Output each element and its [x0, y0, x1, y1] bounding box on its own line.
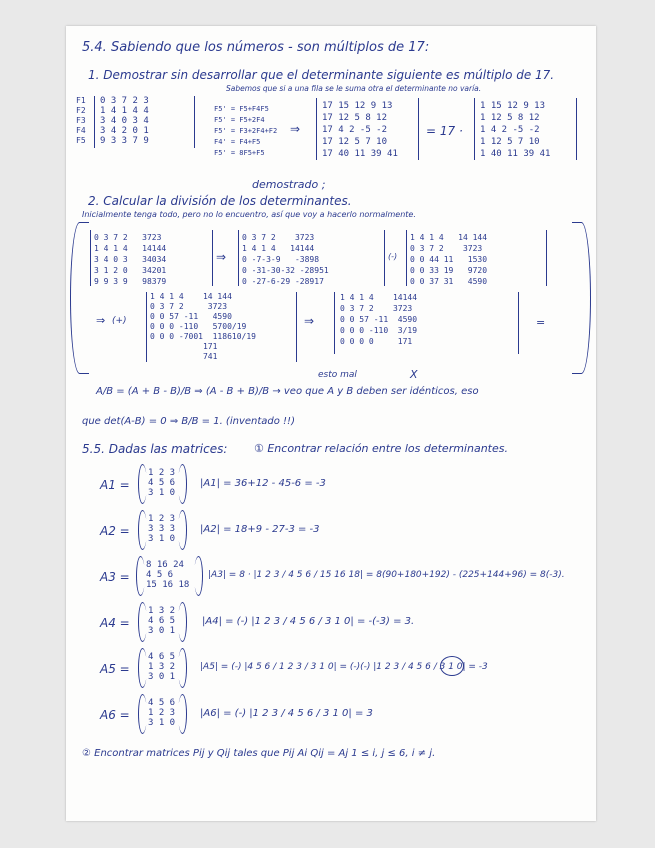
section-5-5-q2: ② Encontrar matrices Pij y Qij tales que Pij Ai Qij = Aj 1 ≤ i, j ≤ 6, i ≠ j. — [82, 748, 436, 759]
a3-right-paren — [194, 556, 203, 596]
a3-matrix: 8 16 24 4 5 6 15 16 18 — [146, 560, 190, 590]
determinant-d: 1 4 1 4 14 144 0 3 7 2 3723 0 0 57 -11 4590 0 0 0 -110 5700/19 0 0 0 -7001 118610/19 171 741 — [150, 292, 256, 361]
matrix-mid-bar-right — [418, 98, 419, 160]
a3-determinant: |A3| = 8 · |1 2 3 / 4 5 6 / 15 16 18| = 8(90+180+192) - (225+144+96) = 8(-3). — [208, 570, 565, 580]
a2-right-paren — [178, 510, 187, 550]
plus-sign: (+) — [112, 316, 127, 326]
section-5-5-q1: ① Encontrar relación entre los determinantes. — [254, 442, 508, 455]
det-e-bar-left — [334, 292, 335, 354]
question-2-title: 2. Calcular la división de los determinantes. — [88, 194, 352, 208]
a1-right-paren — [178, 464, 187, 504]
determinant-column-17: 17 15 12 9 13 17 12 5 8 12 17 4 2 -5 -2 17 12 5 7 10 17 40 11 39 41 — [322, 101, 398, 159]
section-5-4-title: 5.4. Sabiendo que los números - son múltiplos de 17: — [82, 40, 430, 55]
a1-left-paren — [138, 464, 147, 504]
det-c-bar-right — [546, 230, 547, 286]
a6-matrix: 4 5 6 1 2 3 3 1 0 — [148, 698, 176, 728]
matrix-bar-left — [94, 96, 95, 148]
a3-left-paren — [136, 556, 145, 596]
arrow-3: ⇒ — [96, 314, 106, 327]
det-d-bar-right — [296, 292, 297, 362]
matrix-bar-right — [194, 96, 195, 148]
det-d-bar-left — [146, 292, 147, 362]
equals-17-factor: = 17 · — [426, 124, 463, 138]
x-mark: X — [410, 368, 418, 381]
matrix-mid-bar-left — [316, 98, 317, 160]
note-rows-sum: Sabemos que si a una fila se le suma otra el determinante no varía. — [226, 84, 482, 93]
a6-determinant: |A6| = (-) |1 2 3 / 4 5 6 / 3 1 0| = 3 — [200, 708, 373, 719]
a5-left-paren — [138, 648, 147, 688]
det-b-bar-left — [238, 230, 239, 286]
equals-sign-end: = — [536, 316, 546, 329]
a4-matrix: 1 3 2 4 6 5 3 0 1 — [148, 606, 176, 636]
section-5-5-title: 5.5. Dadas las matrices: — [82, 442, 228, 456]
question-1-text: 1. Demostrar sin desarrollar que el determinante siguiente es múltiplo de 17. — [88, 68, 555, 82]
fraction-line: A/B = (A + B - B)/B ⇒ (A - B + B)/B → veo que A y B deben ser idénticos, eso — [96, 386, 479, 397]
arrow-1: ⇒ — [290, 122, 301, 136]
det-a-bar-left — [90, 230, 91, 286]
a4-determinant: |A4| = (-) |1 2 3 / 4 5 6 / 3 1 0| = -(-3) = 3. — [202, 616, 415, 627]
a2-label: A2 = — [100, 524, 130, 538]
a4-label: A4 = — [100, 616, 130, 630]
arrow-4: ⇒ — [304, 314, 315, 328]
row-operations: F5' = F5+F4F5 F5' = F5+2F4 F5' = F3+2F4+F2 F4' = F4+F5 F5' = 8F5+F5 — [214, 105, 278, 157]
a5-result-circle — [440, 656, 464, 676]
determinant-a: 0 3 7 2 3723 1 4 1 4 14144 3 4 0 3 34034 3 1 2 0 34201 9 9 3 9 98379 — [94, 233, 167, 286]
minus-sign: (-) — [388, 252, 398, 261]
matrix-right-bar-left — [474, 98, 475, 160]
a6-label: A6 = — [100, 708, 130, 722]
matrix-right-bar-right — [576, 98, 577, 160]
big-left-paren — [70, 222, 89, 374]
a4-right-paren — [178, 602, 187, 642]
det-diff-line: que det(A-B) = 0 ⇒ B/B = 1. (inventado !!) — [82, 416, 295, 427]
det-c-bar-left — [406, 230, 407, 286]
determinant-e: 1 4 1 4 14144 0 3 7 2 3723 0 0 57 -11 4590 0 0 0 -110 3/19 0 0 0 0 171 — [340, 293, 418, 346]
a5-matrix: 4 6 5 1 3 2 3 0 1 — [148, 652, 176, 682]
a1-determinant: |A1| = 36+12 - 45-6 = -3 — [200, 478, 326, 489]
esto-mal-note: esto mal — [318, 370, 357, 380]
determinant-c: 1 4 1 4 14 144 0 3 7 2 3723 0 0 44 11 1530 0 0 33 19 9720 0 0 37 31 4590 — [410, 233, 488, 286]
a5-label: A5 = — [100, 662, 130, 676]
question-2-subtitle: Inicialmente tenga todo, pero no lo encuentro, así que voy a hacerlo normalmente. — [82, 210, 416, 219]
determinant-factored: 1 15 12 9 13 1 12 5 8 12 1 4 2 -5 -2 1 12 5 7 10 1 40 11 39 41 — [480, 101, 551, 159]
a6-left-paren — [138, 694, 147, 734]
a1-label: A1 = — [100, 478, 130, 492]
demostrado-text: demostrado ; — [252, 178, 326, 191]
a2-matrix: 1 2 3 3 3 3 3 1 0 — [148, 514, 176, 544]
a5-determinant: |A5| = (-) |4 5 6 / 1 2 3 / 3 1 0| = (-)(-) |1 2 3 / 4 5 6 / 3 1 0| = -3 — [200, 662, 488, 672]
a2-left-paren — [138, 510, 147, 550]
a2-determinant: |A2| = 18+9 - 27-3 = -3 — [200, 524, 320, 535]
determinant-original: 0 3 7 2 3 1 4 1 4 4 3 4 0 3 4 3 4 2 0 1 9 3 3 7 9 — [100, 96, 149, 146]
big-right-paren — [572, 222, 591, 374]
notebook-page — [66, 26, 596, 821]
det-a-bar-right — [212, 230, 213, 286]
det-e-bar-right — [518, 292, 519, 354]
a3-label: A3 = — [100, 570, 130, 584]
a1-matrix: 1 2 3 4 5 6 3 1 0 — [148, 468, 176, 498]
det-b-bar-right — [384, 230, 385, 286]
a6-right-paren — [178, 694, 187, 734]
a5-right-paren — [178, 648, 187, 688]
a4-left-paren — [138, 602, 147, 642]
arrow-2: ⇒ — [216, 250, 227, 264]
determinant-b: 0 3 7 2 3723 1 4 1 4 14144 0 -7-3-9 -3898 0 -31-30-32 -28951 0 -27-6-29 -28917 — [242, 233, 329, 286]
row-labels: F1 F2 F3 F4 F5 — [76, 96, 86, 145]
